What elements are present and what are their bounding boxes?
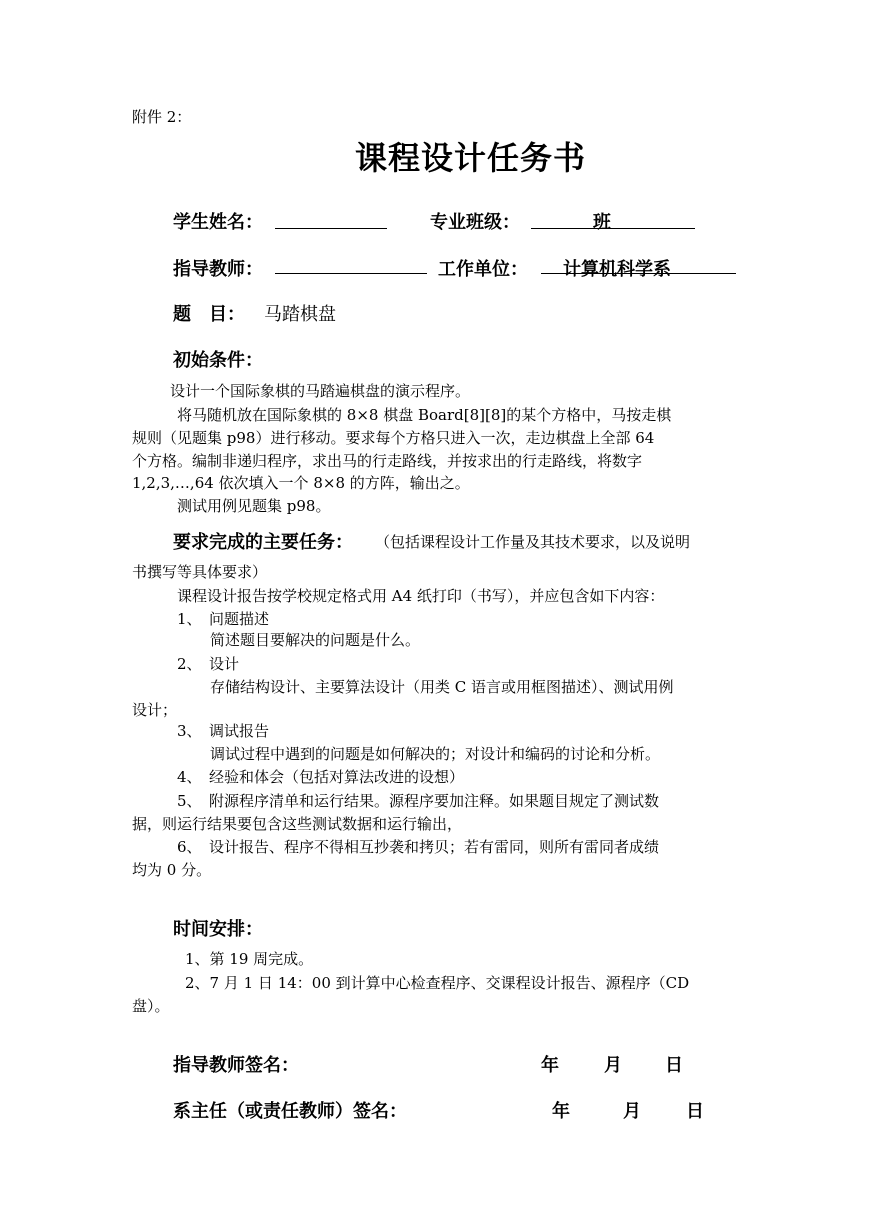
page-title: 课程设计任务书 xyxy=(355,139,587,177)
head-signature-month: 月 xyxy=(623,1101,641,1122)
main-tasks-intro: 课程设计报告按学校规定格式用 A4 纸打印（书写），并应包含如下内容： xyxy=(177,587,665,605)
main-tasks-heading: 要求完成的主要任务： xyxy=(173,532,353,553)
teacher-signature-day: 日 xyxy=(665,1055,683,1076)
main-tasks-note: 书撰写等具体要求） xyxy=(132,563,268,581)
initial-line: 将马随机放在国际象棋的 8×8 棋盘 Board[8][8]的某个方格中，马按走棋 xyxy=(177,406,672,424)
teacher-signature-year: 年 xyxy=(541,1055,559,1076)
teacher-signature-label: 指导教师签名： xyxy=(173,1055,299,1076)
head-signature-year: 年 xyxy=(552,1101,570,1122)
task-item: 调试过程中遇到的问题是如何解决的；对设计和编码的讨论和分析。 xyxy=(210,745,661,763)
initial-line: 设计一个国际象棋的马踏遍棋盘的演示程序。 xyxy=(170,382,471,400)
head-signature-day: 日 xyxy=(686,1101,704,1122)
teacher-field xyxy=(275,273,427,274)
teacher-signature-month: 月 xyxy=(604,1055,622,1076)
task-item: 存储结构设计、主要算法设计（用类 C 语言或用框图描述）、测试用例 xyxy=(210,678,674,696)
schedule-line: 1、第 19 周完成。 xyxy=(185,950,314,968)
topic-value: 马踏棋盘 xyxy=(264,304,336,325)
attachment-label: 附件 2： xyxy=(132,108,192,126)
work-unit-label: 工作单位： xyxy=(438,259,528,280)
class-suffix: 班 xyxy=(593,212,611,233)
schedule-heading: 时间安排： xyxy=(173,919,263,940)
student-name-label: 学生姓名： xyxy=(173,212,263,233)
initial-line: 规则（见题集 p98）进行移动。要求每个方格只进入一次，走边棋盘上全部 64 xyxy=(132,429,655,447)
task-item: 据，则运行结果要包含这些测试数据和运行输出， xyxy=(132,815,463,833)
task-item: 4、 经验和体会（包括对算法改进的设想） xyxy=(177,768,465,786)
initial-line: 测试用例见题集 p98。 xyxy=(177,497,331,515)
task-item: 5、 附源程序清单和运行结果。源程序要加注释。如果题目规定了测试数 xyxy=(177,792,660,810)
schedule-line: 2、7 月 1 日 14：00 到计算中心检查程序、交课程设计报告、源程序（CD xyxy=(185,974,690,992)
initial-line: 个方格。编制非递归程序，求出马的行走路线，并按求出的行走路线，将数字 xyxy=(132,452,643,470)
major-class-field xyxy=(531,228,695,229)
major-class-label: 专业班级： xyxy=(430,212,520,233)
task-item: 3、 调试报告 xyxy=(177,722,270,740)
initial-conditions-heading: 初始条件： xyxy=(173,350,263,371)
task-item: 2、 设计 xyxy=(177,655,240,673)
student-name-field xyxy=(275,228,387,229)
initial-line: 1,2,3,…,64 依次填入一个 8×8 的方阵，输出之。 xyxy=(132,474,470,492)
task-item: 简述题目要解决的问题是什么。 xyxy=(210,631,421,649)
head-signature-label: 系主任（或责任教师）签名： xyxy=(173,1101,407,1122)
task-item: 1、 问题描述 xyxy=(177,610,270,628)
task-item: 均为 0 分。 xyxy=(132,861,212,879)
task-item: 设计； xyxy=(132,701,178,719)
work-unit-value: 计算机科学系 xyxy=(563,259,671,280)
task-item: 6、 设计报告、程序不得相互抄袭和拷贝；若有雷同，则所有雷同者成绩 xyxy=(177,838,660,856)
topic-label: 题 目： xyxy=(173,304,245,325)
schedule-line: 盘）。 xyxy=(132,997,170,1015)
teacher-label: 指导教师： xyxy=(173,259,263,280)
main-tasks-note: （包括课程设计工作量及其技术要求，以及说明 xyxy=(375,533,691,551)
